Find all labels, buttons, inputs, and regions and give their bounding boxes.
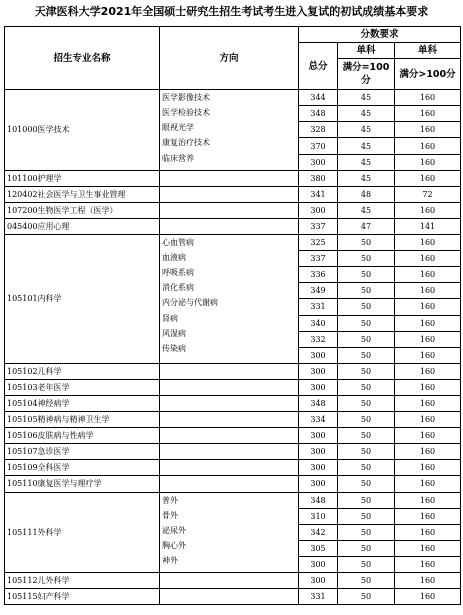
major-name-cell: 101000医学技术: [5, 90, 160, 170]
page-title: 天津医科大学2021年全国硕士研究生招生考试考生进入复试的初试成绩基本要求: [34, 5, 429, 18]
single-over-100-score-cell: 160: [395, 524, 461, 540]
single-100-score-cell: 50: [338, 428, 395, 444]
total-score-cell: 348: [299, 395, 338, 411]
table-row: [5, 90, 461, 106]
table-row: [5, 202, 461, 218]
single-100-score-cell: 50: [338, 251, 395, 267]
direction-cell: [160, 379, 299, 395]
table-row: [5, 186, 461, 202]
single-100-score-cell: 45: [338, 90, 395, 106]
direction-label: [160, 203, 298, 218]
single-over-100-score-cell: 160: [395, 347, 461, 363]
direction-label: [160, 396, 298, 411]
direction-label: 传染病: [162, 343, 186, 353]
table-row: [5, 395, 461, 411]
single-over-100-score-cell: 160: [395, 412, 461, 428]
single-100-score-cell: 50: [338, 395, 395, 411]
single-100-score-cell: 50: [338, 589, 395, 605]
direction-label: 眼视光学: [162, 123, 194, 133]
single-100-score-cell: 50: [338, 460, 395, 476]
total-score-cell: 300: [299, 573, 338, 589]
single-100-score-cell: 50: [338, 315, 395, 331]
direction-label: [160, 428, 298, 443]
direction-label: [160, 460, 298, 475]
single-over-100-score-cell: 160: [395, 283, 461, 299]
total-score-cell: 349: [299, 283, 338, 299]
total-score-cell: 337: [299, 251, 338, 267]
direction-cell: [160, 573, 299, 589]
major-name-cell: 105102儿科学: [5, 363, 160, 379]
total-score-cell: 325: [299, 235, 338, 251]
single-100-score-cell: 50: [338, 235, 395, 251]
single-over-100-score-cell: 160: [395, 476, 461, 492]
direction-label: 康复治疗技术: [162, 138, 210, 148]
single-over-100-score-cell: 160: [395, 251, 461, 267]
direction-cell: [160, 444, 299, 460]
single-100-score-cell: 50: [338, 573, 395, 589]
total-score-cell: 300: [299, 556, 338, 572]
direction-cell: [160, 428, 299, 444]
total-score-cell: 300: [299, 347, 338, 363]
total-score-cell: 341: [299, 186, 338, 202]
single-100-score-cell: 45: [338, 154, 395, 170]
total-score-cell: 331: [299, 299, 338, 315]
single-over-100-score-cell: 160: [395, 573, 461, 589]
direction-label: 医学影像技术: [162, 93, 210, 103]
single-over-100-score-cell: 160: [395, 267, 461, 283]
direction-cell: [160, 90, 299, 170]
single-over-100-score-cell: 160: [395, 106, 461, 122]
single-over-100-score-cell: 141: [395, 218, 461, 234]
single-over-100-score-cell: 160: [395, 363, 461, 379]
major-name-cell: 101100护理学: [5, 170, 160, 186]
major-name-cell: 120402社会医学与卫生事业管理: [5, 186, 160, 202]
single-over-100-score-cell: 160: [395, 154, 461, 170]
major-name-cell: 105107急诊医学: [5, 444, 160, 460]
single-over-100-score-cell: 160: [395, 395, 461, 411]
total-score-cell: 380: [299, 170, 338, 186]
single-100-score-cell: 50: [338, 267, 395, 283]
header-score-requirement: 分数要求: [299, 27, 461, 43]
table-row: [5, 460, 461, 476]
direction-label: [160, 380, 298, 395]
score-table: [4, 26, 461, 605]
direction-label: 心血管病: [162, 238, 194, 248]
single-100-score-cell: 50: [338, 508, 395, 524]
single-100-score-cell: 50: [338, 476, 395, 492]
direction-label: 泌尿外: [162, 525, 186, 535]
single-over-100-score-cell: 160: [395, 202, 461, 218]
direction-cell: [160, 218, 299, 234]
total-score-cell: 300: [299, 154, 338, 170]
total-score-cell: 344: [299, 90, 338, 106]
total-score-cell: 300: [299, 460, 338, 476]
table-row: [5, 444, 461, 460]
direction-cell: [160, 186, 299, 202]
direction-label: [160, 573, 298, 588]
direction-cell: [160, 395, 299, 411]
single-100-score-cell: 45: [338, 122, 395, 138]
direction-cell: [160, 589, 299, 605]
direction-cell: [160, 460, 299, 476]
total-score-cell: 336: [299, 267, 338, 283]
single-over-100-score-cell: 160: [395, 460, 461, 476]
table-row: [5, 428, 461, 444]
total-score-cell: 334: [299, 412, 338, 428]
single-over-100-score-cell: 160: [395, 589, 461, 605]
single-over-100-score-cell: 160: [395, 556, 461, 572]
single-over-100-score-cell: 72: [395, 186, 461, 202]
single-100-score-cell: 50: [338, 331, 395, 347]
table-row: [5, 476, 461, 492]
header-major: 招生专业名称: [5, 27, 160, 90]
single-over-100-score-cell: 160: [395, 138, 461, 154]
single-100-score-cell: 50: [338, 412, 395, 428]
major-name-cell: 045400应用心理: [5, 218, 160, 234]
single-over-100-score-cell: 160: [395, 315, 461, 331]
major-name-cell: 105103老年医学: [5, 379, 160, 395]
single-over-100-score-cell: 160: [395, 299, 461, 315]
direction-label: 胸心外: [162, 540, 186, 550]
total-score-cell: 300: [299, 202, 338, 218]
direction-label: [160, 412, 298, 427]
direction-label: [160, 476, 298, 491]
single-100-score-cell: 50: [338, 299, 395, 315]
table-row: [5, 170, 461, 186]
header-single-100-note: 满分=100分: [338, 59, 395, 90]
direction-cell: [160, 492, 299, 572]
total-score-cell: 300: [299, 428, 338, 444]
single-over-100-score-cell: 160: [395, 379, 461, 395]
total-score-cell: 370: [299, 138, 338, 154]
single-over-100-score-cell: 160: [395, 492, 461, 508]
table-row: [5, 218, 461, 234]
single-100-score-cell: 50: [338, 363, 395, 379]
direction-cell: [160, 202, 299, 218]
major-name-cell: 105110康复医学与理疗学: [5, 476, 160, 492]
single-100-score-cell: 47: [338, 218, 395, 234]
single-100-score-cell: 50: [338, 492, 395, 508]
table-row: [5, 573, 461, 589]
header-direction: 方向: [160, 27, 299, 90]
single-100-score-cell: 45: [338, 106, 395, 122]
total-score-cell: 331: [299, 589, 338, 605]
table-row: [5, 363, 461, 379]
total-score-cell: 300: [299, 444, 338, 460]
total-score-cell: 300: [299, 379, 338, 395]
table-row: [5, 492, 461, 508]
single-100-score-cell: 50: [338, 540, 395, 556]
table-row: [5, 589, 461, 605]
direction-label: [160, 364, 298, 379]
direction-cell: [160, 412, 299, 428]
score-table-body: [5, 27, 461, 605]
table-row: [5, 235, 461, 251]
total-score-cell: 300: [299, 363, 338, 379]
header-single-over-100: 单科: [395, 43, 461, 59]
total-score-cell: 342: [299, 524, 338, 540]
single-100-score-cell: 48: [338, 186, 395, 202]
total-score-cell: 328: [299, 122, 338, 138]
header-row-1: [5, 27, 461, 43]
single-over-100-score-cell: 160: [395, 428, 461, 444]
direction-label: [160, 589, 298, 604]
direction-label: 医学检验技术: [162, 108, 210, 118]
single-over-100-score-cell: 160: [395, 170, 461, 186]
direction-label: [160, 171, 298, 186]
major-name-cell: 105104神经病学: [5, 395, 160, 411]
direction-label: 血液病: [162, 253, 186, 263]
single-over-100-score-cell: 160: [395, 444, 461, 460]
total-score-cell: 337: [299, 218, 338, 234]
total-score-cell: 332: [299, 331, 338, 347]
direction-label: 风湿病: [162, 328, 186, 338]
major-name-cell: 105111外科学: [5, 492, 160, 572]
total-score-cell: 300: [299, 476, 338, 492]
total-score-cell: 340: [299, 315, 338, 331]
single-100-score-cell: 50: [338, 524, 395, 540]
single-over-100-score-cell: 160: [395, 331, 461, 347]
direction-label: 肾病: [162, 313, 178, 323]
direction-label: [160, 444, 298, 459]
single-100-score-cell: 50: [338, 347, 395, 363]
direction-label: 呼吸系病: [162, 268, 194, 278]
single-100-score-cell: 45: [338, 138, 395, 154]
single-over-100-score-cell: 160: [395, 122, 461, 138]
single-over-100-score-cell: 160: [395, 508, 461, 524]
single-100-score-cell: 45: [338, 202, 395, 218]
total-score-cell: 305: [299, 540, 338, 556]
major-name-cell: 105101内科学: [5, 235, 160, 364]
single-over-100-score-cell: 160: [395, 90, 461, 106]
direction-cell: [160, 170, 299, 186]
direction-label: 临床营养: [162, 153, 194, 163]
direction-label: 内分泌与代谢病: [162, 298, 218, 308]
direction-label: 普外: [162, 495, 178, 505]
header-single-over-100-note: 满分>100分: [395, 59, 461, 90]
single-100-score-cell: 50: [338, 283, 395, 299]
direction-cell: [160, 476, 299, 492]
total-score-cell: 348: [299, 106, 338, 122]
direction-label: 消化系病: [162, 283, 194, 293]
major-name-cell: 105105精神病与精神卫生学: [5, 412, 160, 428]
single-over-100-score-cell: 160: [395, 540, 461, 556]
single-over-100-score-cell: 160: [395, 235, 461, 251]
major-name-cell: 105106皮肤病与性病学: [5, 428, 160, 444]
single-100-score-cell: 50: [338, 379, 395, 395]
direction-cell: [160, 363, 299, 379]
major-name-cell: 105115妇产科学: [5, 589, 160, 605]
major-name-cell: 107200生物医学工程（医学）: [5, 202, 160, 218]
single-100-score-cell: 45: [338, 170, 395, 186]
direction-label: 骨外: [162, 510, 178, 520]
single-100-score-cell: 50: [338, 556, 395, 572]
table-row: [5, 412, 461, 428]
header-single-100: 单科: [338, 43, 395, 59]
header-total: 总分: [299, 43, 338, 90]
table-row: [5, 379, 461, 395]
major-name-cell: 105109全科医学: [5, 460, 160, 476]
direction-label: [160, 187, 298, 202]
direction-label: 神外: [162, 555, 178, 565]
direction-label: [160, 219, 298, 234]
single-100-score-cell: 50: [338, 444, 395, 460]
total-score-cell: 310: [299, 508, 338, 524]
direction-cell: [160, 235, 299, 364]
major-name-cell: 105112儿外科学: [5, 573, 160, 589]
total-score-cell: 348: [299, 492, 338, 508]
